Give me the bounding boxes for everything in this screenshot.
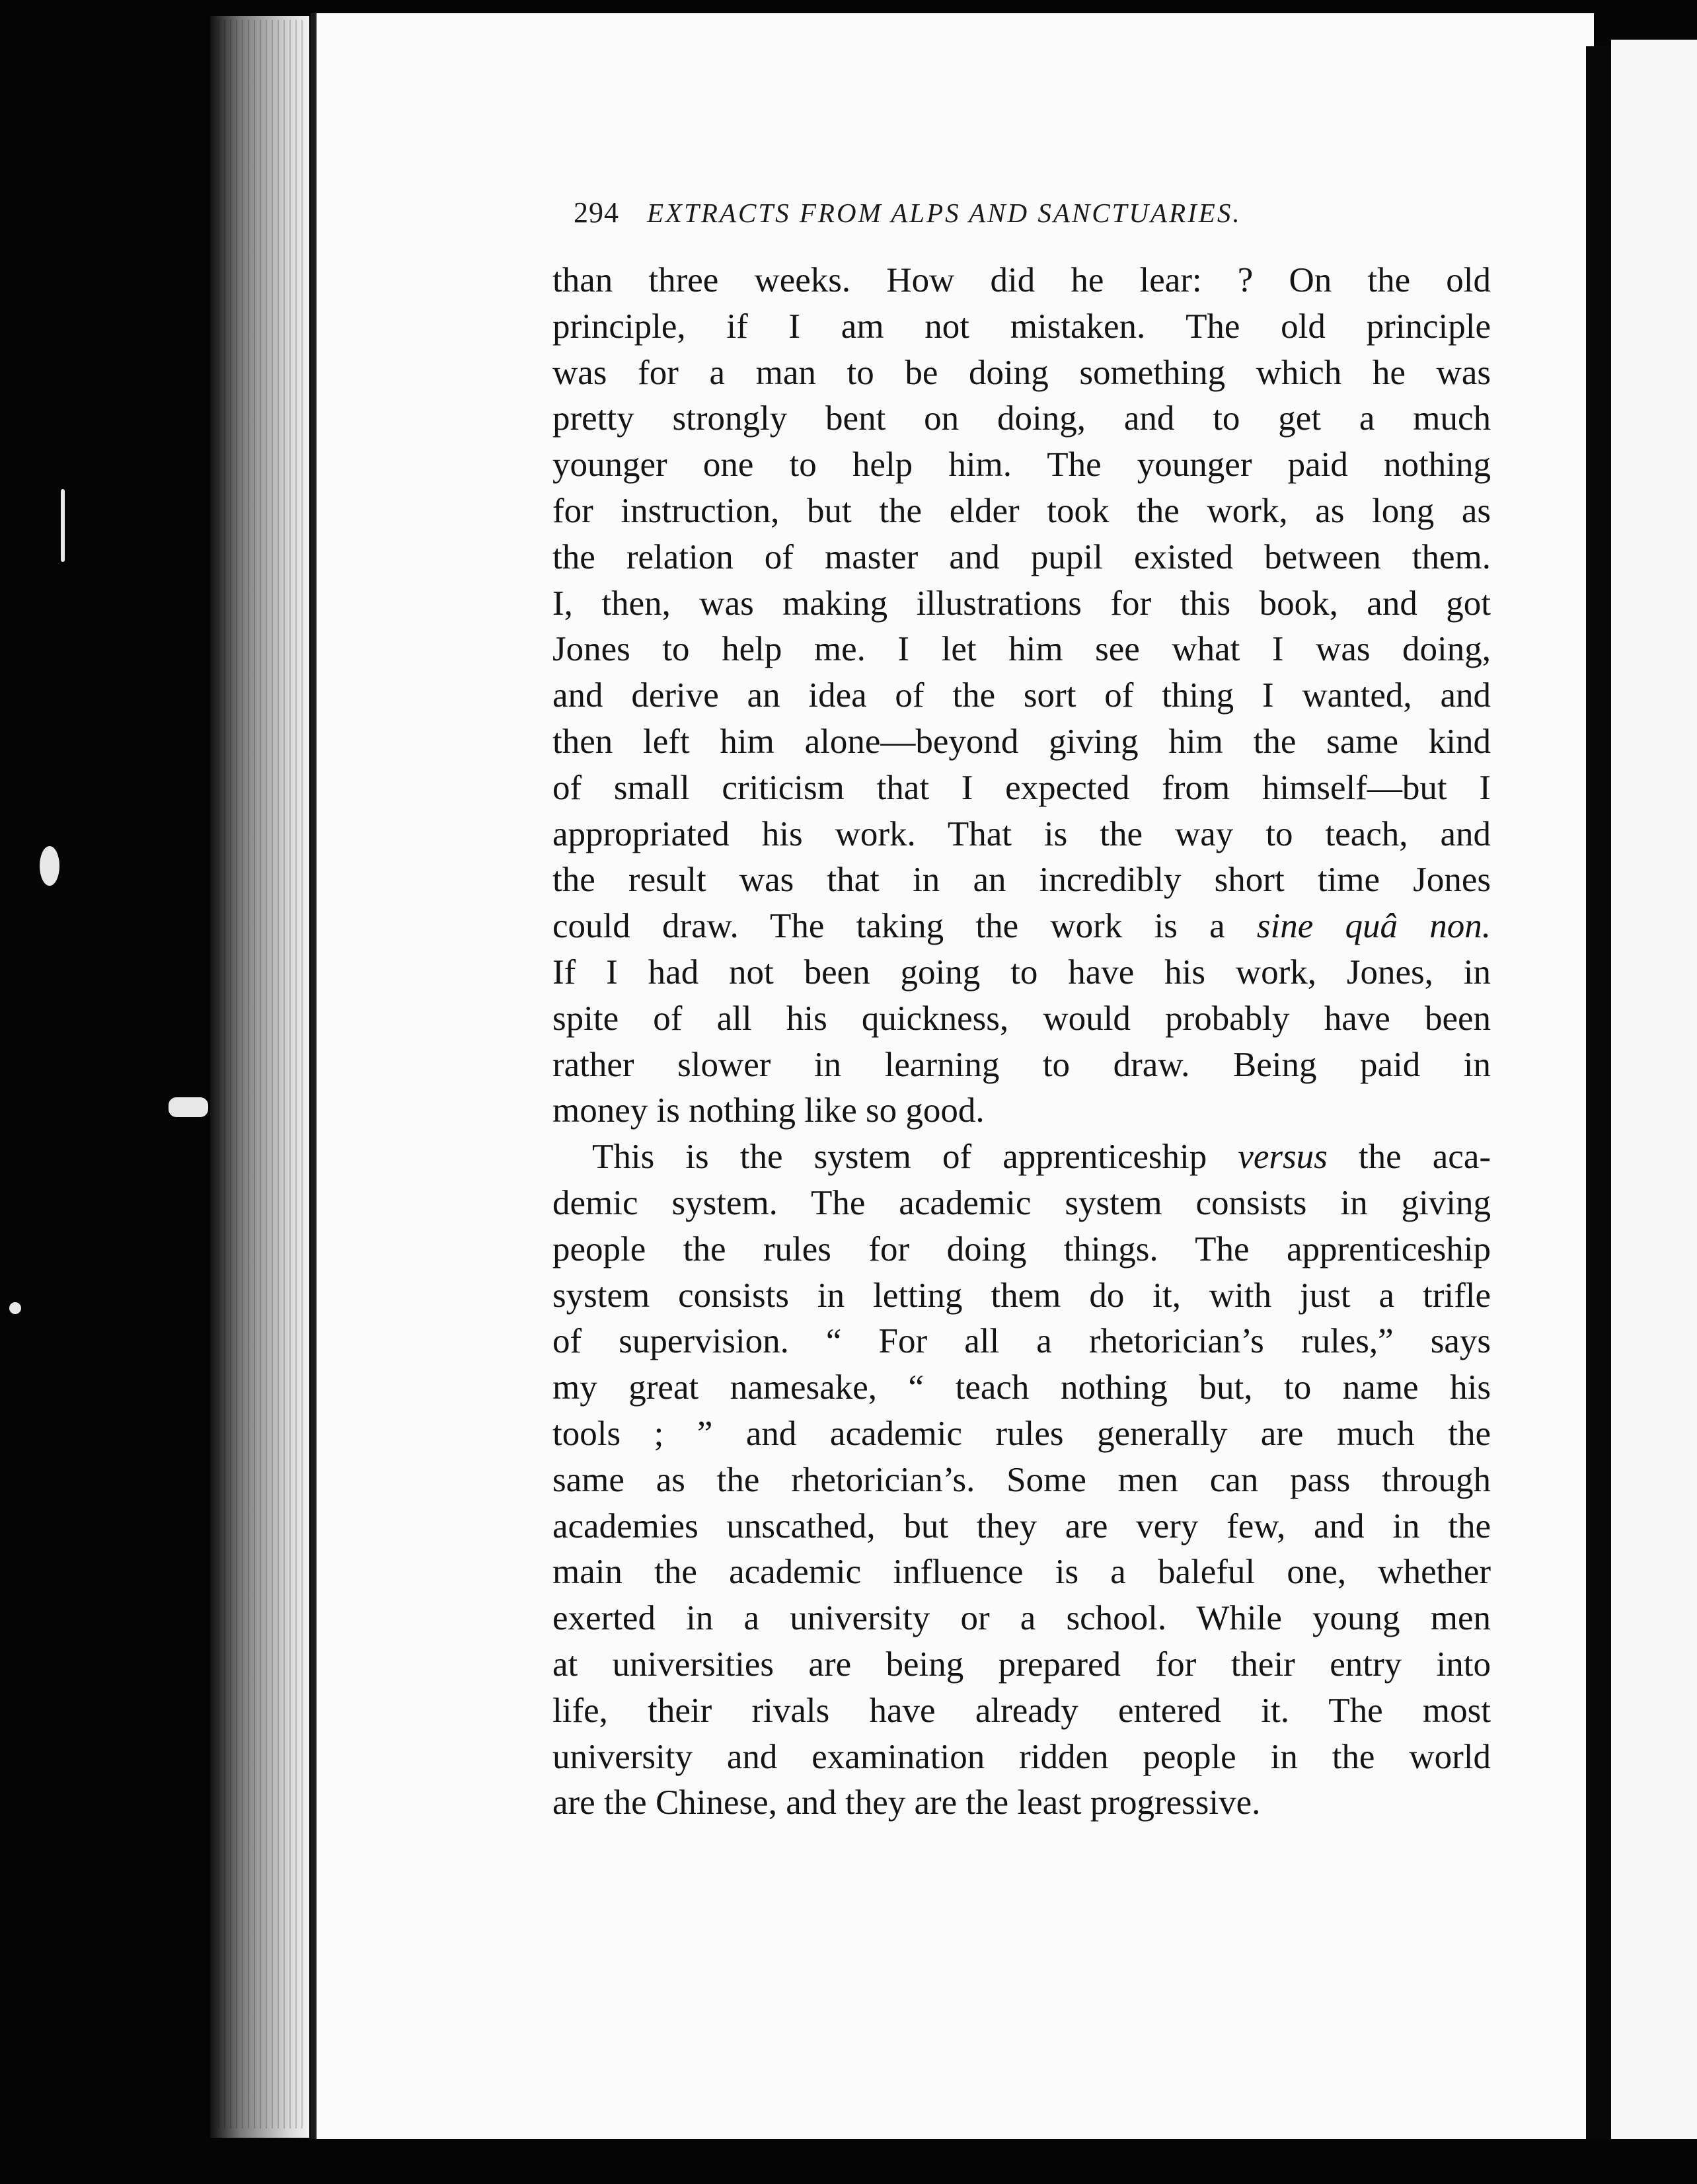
text-line: spite of all his quickness, would probably have been: [552, 999, 1491, 1038]
text-line: same as the rhetorician’s. Some men can pass through: [552, 1460, 1491, 1499]
text-line: younger one to help him. The younger paid nothing: [552, 446, 1491, 485]
text-line: academies unscathed, but they are very few, and in the: [552, 1506, 1491, 1545]
page-header: [574, 196, 1406, 242]
text-line: are the Chinese, and they are the least progressive.: [552, 1783, 1261, 1822]
text-line: people the rules for doing things. The apprenticeship: [552, 1229, 1491, 1268]
text-line: and derive an idea of the sort of thing I wanted, and: [552, 676, 1491, 715]
text-line: of supervision. “ For all a rhetorician’s rules,” says: [552, 1322, 1491, 1361]
page-edge-rule: [315, 13, 317, 2145]
dust-speck: [61, 489, 65, 562]
dust-speck: [9, 1302, 21, 1314]
text-line: was for a man to be doing something which he was: [552, 353, 1491, 392]
text-line: principle, if I am not mistaken. The old principle: [552, 307, 1491, 346]
text-line: appropriated his work. That is the way to teach, and: [552, 814, 1491, 853]
text-line: at universities are being prepared for their entry into: [552, 1645, 1491, 1684]
text-line: the relation of master and pupil existed between them.: [552, 537, 1491, 576]
text-line: I, then, was making illustrations for this book, and got: [552, 584, 1491, 623]
dust-speck: [40, 846, 59, 886]
text-line: main the academic influence is a baleful one, whether: [552, 1553, 1491, 1592]
text-line: rather slower in learning to draw. Being paid in: [552, 1045, 1491, 1084]
scan-bottom-border: [0, 2139, 1697, 2184]
page-number: 294: [574, 196, 619, 229]
text-line: money is nothing like so good.: [552, 1091, 985, 1130]
text-line: for instruction, but the elder took the work, as long as: [552, 491, 1491, 530]
text-line: demic system. The academic system consists in giving: [552, 1183, 1491, 1222]
text-line: life, their rivals have already entered it. The most: [552, 1691, 1491, 1730]
text-line: the result was that in an incredibly short time Jones: [552, 861, 1491, 900]
text-line: my great namesake, “ teach nothing but, to name his: [552, 1368, 1491, 1407]
running-head: EXTRACTS FROM ALPS AND SANCTUARIES.: [647, 198, 1242, 228]
text-line: than three weeks. How did he lear: ? On the old: [552, 261, 1491, 299]
book-gutter: [1586, 46, 1611, 2162]
dust-speck: [169, 1097, 208, 1117]
text-line: If I had not been going to have his work, Jones, in: [552, 953, 1491, 992]
text-line: This is the system of apprenticeship versus the aca-: [592, 1138, 1491, 1177]
text-line: tools ; ” and academic rules generally are much the: [552, 1414, 1491, 1453]
facing-page-edge: [1611, 40, 1697, 2184]
text-line: of small criticism that I expected from himself—but I: [552, 768, 1491, 807]
text-line: exerted in a university or a school. While young men: [552, 1599, 1491, 1638]
text-line: university and examination ridden people in the world: [552, 1737, 1491, 1776]
text-line: could draw. The taking the work is a sine quâ non.: [552, 907, 1491, 946]
text-line: system consists in letting them do it, with just a trifle: [552, 1276, 1491, 1315]
body-text: [552, 258, 1491, 1826]
page-stack-lines: [218, 20, 304, 2128]
text-line: then left him alone—beyond giving him the same kind: [552, 722, 1491, 761]
text-line: pretty strongly bent on doing, and to get a much: [552, 399, 1491, 438]
text-line: Jones to help me. I let him see what I was doing,: [552, 630, 1491, 669]
